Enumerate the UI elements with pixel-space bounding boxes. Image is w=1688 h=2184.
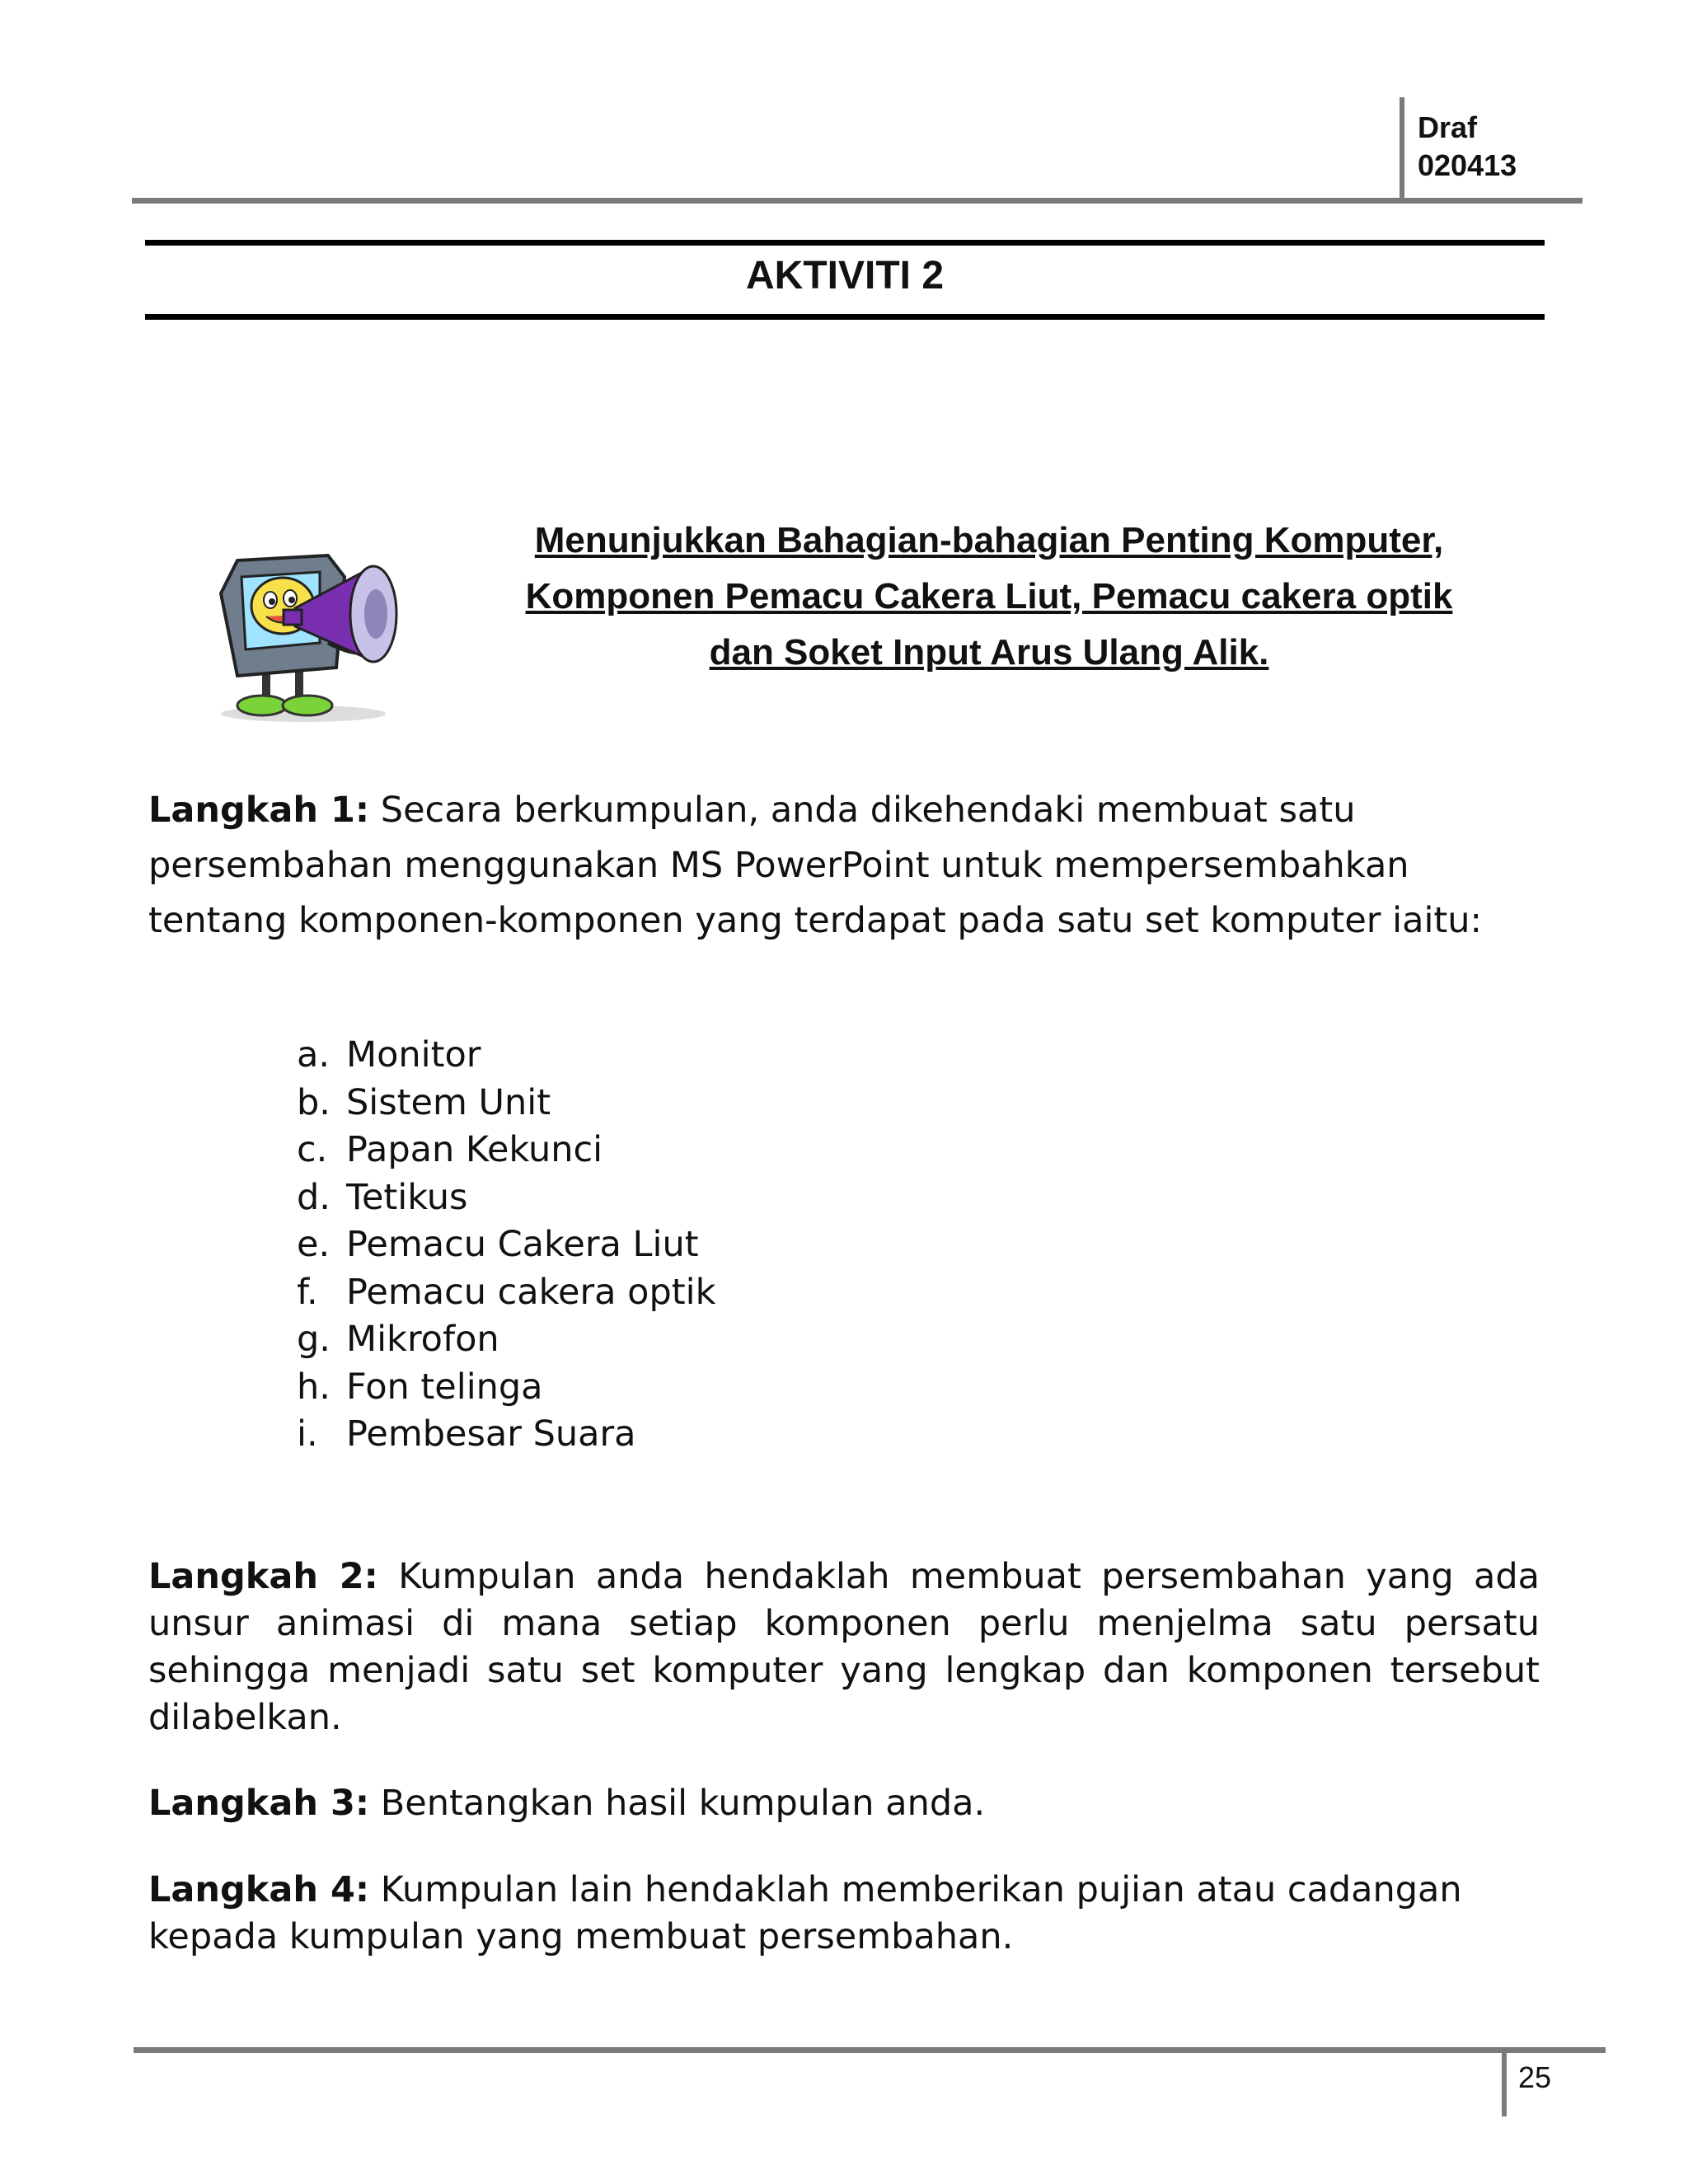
page-title: AKTIVITI 2 (745, 254, 945, 298)
list-item (297, 1127, 715, 1174)
footer-rule (134, 2047, 1606, 2053)
step-4 (148, 1867, 1540, 1961)
step-text: Kumpulan lain hendaklah memberikan pujian atau cadangan kepada kumpulan yang membuat persembahan. (148, 1869, 1462, 1957)
title-rule-bottom (145, 314, 1545, 320)
cartoon-computer-megaphone-icon (204, 544, 429, 724)
list-item-name: Mikrofon (346, 1319, 499, 1360)
list-item-letter: a. (297, 1034, 331, 1076)
list-item (297, 1316, 715, 1364)
step-text: Kumpulan anda hendaklah membuat persembahan yang ada unsur animasi di mana setiap komponen perlu menjelma satu persatu sehingga menjadi satu set komputer yang lengkap dan komponen tersebut dilabelkan. (148, 1556, 1540, 1738)
component-list (297, 1032, 715, 1459)
list-item (297, 1411, 715, 1459)
step-label: Langkah 4: (148, 1869, 370, 1910)
list-item-name: Pembesar Suara (346, 1413, 636, 1455)
step-label: Langkah 1: (148, 790, 370, 831)
step-label: Langkah 2: (148, 1556, 378, 1597)
step-label: Langkah 3: (148, 1783, 370, 1824)
list-item-name: Fon telinga (346, 1366, 543, 1408)
list-item-name: Sistem Unit (346, 1081, 551, 1123)
header-rule (132, 198, 1582, 204)
header-divider-vertical (1400, 97, 1404, 201)
list-item-name: Papan Kekunci (346, 1129, 603, 1170)
subtitle-line: Komponen Pemacu Cakera Liut, Pemacu cakera optik (525, 576, 1453, 616)
list-item-letter: f. (297, 1271, 318, 1313)
list-item-name: Pemacu cakera optik (346, 1271, 716, 1313)
list-item (297, 1080, 715, 1127)
list-item-letter: i. (297, 1413, 318, 1455)
step-text: Bentangkan hasil kumpulan anda. (380, 1783, 986, 1824)
draft-label: Draf (1418, 110, 1478, 144)
list-item (297, 1364, 715, 1412)
activity-subtitle (462, 513, 1517, 681)
list-item-letter: d. (297, 1176, 331, 1218)
step-3 (148, 1780, 1550, 1827)
list-item-name: Pemacu Cakera Liut (346, 1224, 699, 1265)
list-item-name: Tetikus (346, 1176, 468, 1218)
list-item-letter: c. (297, 1129, 328, 1170)
step-1 (148, 783, 1550, 949)
list-item (297, 1174, 715, 1222)
list-item-letter: h. (297, 1366, 331, 1408)
list-item-letter: b. (297, 1081, 331, 1123)
title-rule-top (145, 240, 1545, 246)
step-text: Secara berkumpulan, anda dikehendaki membuat satu persembahan menggunakan MS PowerPoint untuk mempersembahkan tentang komponen-komponen yang terdapat pada satu set komputer iaitu: (148, 790, 1483, 941)
subtitle-line: dan Soket Input Arus Ulang Alik. (709, 632, 1269, 673)
list-item-name: Monitor (346, 1034, 481, 1076)
subtitle-line: Menunjukkan Bahagian-bahagian Penting Komputer, (534, 520, 1444, 560)
footer-divider-vertical (1502, 2050, 1507, 2116)
step-2 (148, 1554, 1540, 1741)
list-item-letter: e. (297, 1224, 331, 1265)
list-item-letter: g. (297, 1319, 331, 1360)
list-item (297, 1032, 715, 1080)
draft-code: 020413 (1418, 148, 1517, 182)
page-number: 25 (1518, 2060, 1552, 2094)
list-item (297, 1269, 715, 1317)
list-item (297, 1221, 715, 1269)
